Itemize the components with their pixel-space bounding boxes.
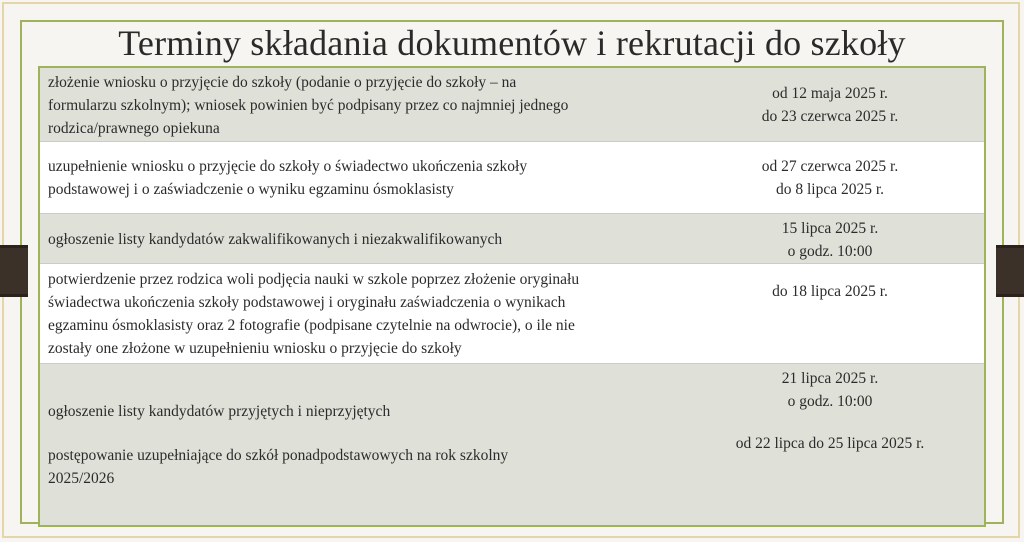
date-line: do 18 lipca 2025 r. (772, 283, 888, 300)
description-line: świadectwa ukończenia szkoły podstawowej i oryginału zaświadczenia o wynikach (48, 294, 566, 311)
table-row (40, 214, 984, 264)
right-tab-decoration (996, 245, 1024, 297)
description-line: rodzica/prawnego opiekuna (48, 120, 220, 137)
description-line: złożenie wniosku o przyjęcie do szkoły (podanie o przyjęcie do szkoły – na (48, 74, 517, 91)
row-date (700, 432, 960, 455)
description-line: formularzu szkolnym); wniosek powinien być podpisany przez co najmniej jednego (48, 97, 569, 114)
date-line: 21 lipca 2025 r. (781, 370, 879, 387)
table-row (40, 68, 984, 142)
description-line: 2025/2026 (48, 470, 115, 487)
date-line: od 22 lipca do 25 lipca 2025 r. (735, 435, 925, 452)
row-description (48, 228, 688, 251)
date-line: do 8 lipca 2025 r. (775, 181, 885, 198)
table-row (40, 364, 984, 525)
date-line: do 23 czerwca 2025 r. (761, 108, 899, 125)
row-description (48, 268, 688, 360)
row-description (48, 71, 688, 140)
row-date (700, 367, 960, 413)
description-line: potwierdzenie przez rodzica woli podjęcia nauki w szkole poprzez złożenie oryginału (48, 271, 580, 288)
date-line: o godz. 10:00 (787, 243, 873, 260)
description-line: ogłoszenie listy kandydatów zakwalifikowanych i niezakwalifikowanych (48, 231, 503, 248)
left-tab-decoration (0, 245, 28, 297)
description-line: zostały one złożone w uzupełnieniu wniosku o przyjęcie do szkoły (48, 340, 462, 357)
description-line: ogłoszenie listy kandydatów przyjętych i nieprzyjętych (48, 403, 391, 420)
description-line: postępowanie uzupełniające do szkół ponadpodstawowych na rok szkolny (48, 447, 509, 464)
schedule-table (38, 66, 986, 527)
date-line: od 12 maja 2025 r. (772, 85, 888, 102)
row-date (700, 82, 960, 128)
row-date (700, 217, 960, 263)
date-line: 15 lipca 2025 r. (781, 220, 879, 237)
description-line: podstawowej i o zaświadczenie o wyniku egzaminu ósmoklasisty (48, 181, 454, 198)
table-row (40, 264, 984, 364)
row-description (48, 444, 688, 490)
page-title: Terminy składania dokumentów i rekrutacji do szkoły (118, 23, 906, 63)
description-line: egzaminu ósmoklasisty oraz 2 fotografie (podpisane czytelnie na odwrocie), o ile nie (48, 317, 575, 334)
date-line: od 27 czerwca 2025 r. (761, 158, 899, 175)
date-line: o godz. 10:00 (787, 393, 873, 410)
row-description (48, 155, 688, 201)
description-line: uzupełnienie wniosku o przyjęcie do szkoły o świadectwo ukończenia szkoły (48, 158, 528, 175)
row-description (48, 400, 688, 423)
row-date (700, 155, 960, 201)
table-row (40, 142, 984, 214)
row-date (700, 280, 960, 303)
